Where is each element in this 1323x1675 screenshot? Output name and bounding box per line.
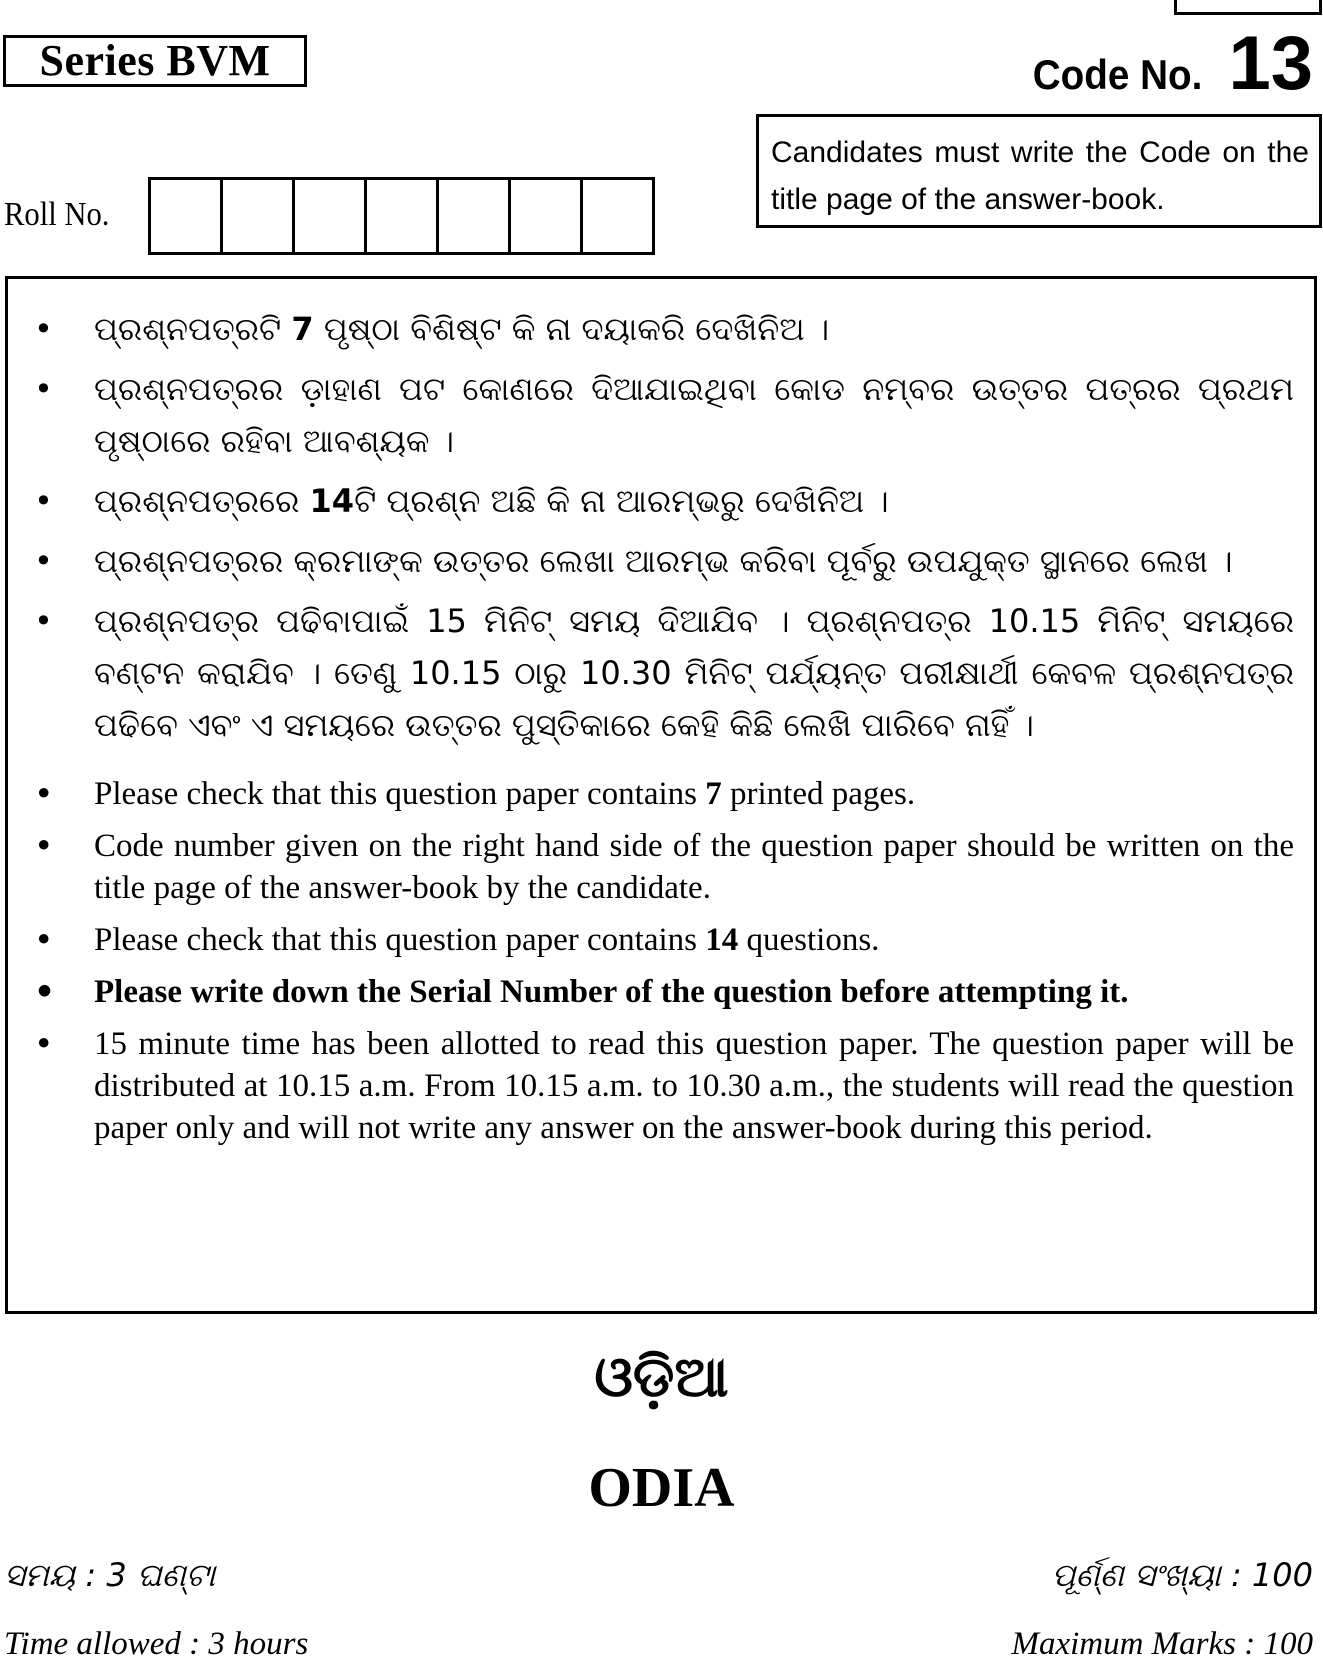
subject-title-english: ODIA — [588, 1457, 735, 1519]
odia-instruction-item — [28, 595, 1294, 751]
roll-number-cell[interactable] — [511, 180, 583, 252]
roll-number-boxes — [148, 177, 655, 255]
instruction-text: ପୃଷ୍ଠା ବିଶିଷ୍ଟ କି ନା ଦୟାକରି ଦେଖିନିଅ । — [313, 310, 830, 348]
code-number: 13 — [1228, 21, 1313, 106]
english-instruction-item — [28, 919, 1294, 961]
odia-instruction-item — [28, 535, 1294, 587]
instruction-text: Please write down the Serial Number of the question before attempting it. — [94, 974, 1129, 1010]
roll-number-cell[interactable] — [583, 180, 655, 252]
corner-box — [1174, 0, 1322, 15]
roll-number-cell[interactable] — [295, 180, 367, 252]
odia-instruction-item — [28, 303, 1294, 355]
instruction-text: Please check that this question paper contains — [94, 922, 706, 958]
instruction-text: ଟି ପ୍ରଶ୍ନ ଅଛି କି ନା ଆରମ୍ଭରୁ ଦେଖିନିଅ । — [354, 482, 889, 520]
english-instructions — [28, 773, 1294, 1149]
instruction-text: 15 minute time has been allotted to read this question paper. The question paper will be distributed at 10.15 a.m. From 10.15 a.m. to 10.30 a.m., the students will read the question paper only and will not write any answer on the answer-book during this period. — [94, 1026, 1294, 1146]
english-instruction-item — [28, 971, 1294, 1013]
candidate-note-box — [756, 114, 1322, 228]
series-label: Series BVM — [39, 36, 271, 85]
subject-title-odia: ଓଡ଼ିଆ — [594, 1345, 729, 1410]
instruction-text: Code number given on the right hand side of the question paper should be written on the title page of the answer-book by the candidate. — [94, 828, 1294, 906]
roll-number-cell[interactable] — [439, 180, 511, 252]
max-marks-odia: ପୂର୍ଣ୍ଣ ସଂଖ୍ୟା : 100 — [1051, 1556, 1313, 1594]
english-instruction-item — [28, 825, 1294, 909]
english-instruction-item — [28, 1023, 1294, 1149]
instruction-text: ପ୍ରଶ୍ନପତ୍ରରେ — [94, 482, 310, 520]
instructions-box — [5, 276, 1317, 1314]
instruction-text: ପ୍ରଶ୍ନପତ୍ରର ଡ଼ାହାଣ ପଟ କୋଣରେ ଦିଆଯାଇଥିବା କୋଡ ନମ୍ବର ଉତ୍ତର ପତ୍ରର ପ୍ରଥମ ପୃଷ୍ଠାରେ ରହିବା ଆବଶ୍ୟକ । — [94, 370, 1294, 460]
instruction-text: ପ୍ରଶ୍ନପତ୍ରର କ୍ରମାଙ୍କ ଉତ୍ତର ଲେଖା ଆରମ୍ଭ କରିବା ପୂର୍ବରୁ ଉପଯୁକ୍ତ ସ୍ଥାନରେ ଲେଖ । — [94, 542, 1233, 580]
max-marks-english: Maximum Marks : 100 — [1011, 1626, 1313, 1662]
roll-number-cell[interactable] — [151, 180, 223, 252]
odia-instruction-item — [28, 475, 1294, 527]
roll-number-cell[interactable] — [367, 180, 439, 252]
instruction-text: ପ୍ରଶ୍ନପତ୍ର ପଢିବାପାଇଁ 15 ମିନିଟ୍ ସମୟ ଦିଆଯିବ । ପ୍ରଶ୍ନପତ୍ର 10.15 ମିନିଟ୍ ସମୟରେ ବଣ୍ଟନ କରାଯିବ । ତେଣୁ 10.15 ଠାରୁ 10.30 ମିନିଟ୍ ପର୍ଯ୍ୟନ୍ତ ପରୀକ୍ଷାର୍ଥୀ କେବଳ ପ୍ରଶ୍ନପତ୍ର ପଢିବେ ଏବଂ ଏ ସମୟରେ ଉତ୍ତର ପୁସ୍ତିକାରେ କେହି କିଛି ଲେଖି ପାରିବେ ନାହିଁ । — [94, 602, 1294, 744]
english-instruction-item — [28, 773, 1294, 815]
instruction-text: questions. — [738, 922, 880, 958]
roll-number-cell[interactable] — [223, 180, 295, 252]
odia-instructions — [28, 303, 1294, 751]
time-allowed-english: Time allowed : 3 hours — [4, 1626, 309, 1662]
instruction-bold: 14 — [705, 922, 739, 958]
instruction-bold: 7 — [291, 310, 314, 348]
candidate-note: Candidates must write the Code on the title page of the answer-book. — [771, 136, 1309, 216]
instruction-text: Please check that this question paper contains — [94, 776, 706, 812]
code-number-row — [1018, 21, 1313, 106]
spacer — [28, 759, 1294, 773]
series-box — [3, 35, 307, 87]
code-label: Code No. — [1032, 51, 1203, 98]
instruction-text: ପ୍ରଶ୍ନପତ୍ରଟି — [94, 310, 292, 348]
instruction-bold: 14 — [309, 482, 355, 520]
odia-instruction-item — [28, 363, 1294, 467]
instruction-bold: 7 — [705, 776, 722, 812]
roll-number-label: Roll No. — [4, 196, 110, 233]
time-allowed-odia: ସମୟ : 3 ଘଣ୍ଟା — [4, 1556, 216, 1594]
instruction-text: printed pages. — [721, 776, 916, 812]
